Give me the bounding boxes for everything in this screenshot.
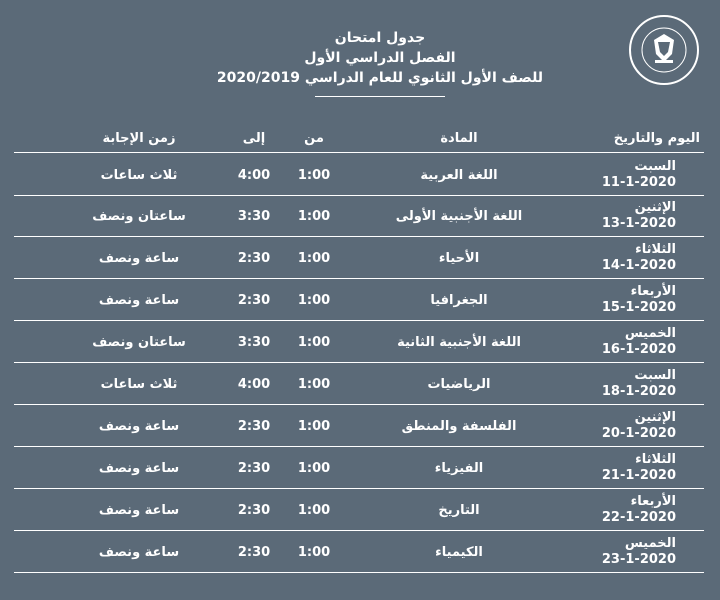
day-date: 13-1-2020 (601, 216, 676, 231)
from-cell: 1:00 (297, 250, 331, 266)
table-row (14, 448, 704, 489)
day-date: 20-1-2020 (601, 426, 676, 441)
day-name: الثلاثاء (635, 452, 676, 467)
subject-cell: الأحياء (438, 250, 480, 266)
table-row (14, 155, 704, 196)
from-cell: 1:00 (297, 167, 331, 183)
table-header (14, 124, 704, 153)
to-cell: 2:30 (237, 502, 271, 518)
day-cell (574, 448, 704, 488)
title-line-1: جدول امتحان (334, 30, 426, 46)
day-date: 11-1-2020 (601, 175, 676, 190)
ministry-logo (628, 14, 700, 86)
header-from: من (304, 130, 324, 146)
day-name: الثلاثاء (635, 242, 676, 257)
day-name: الخميس (624, 326, 676, 341)
day-name: الخميس (624, 536, 676, 551)
duration-cell: ساعتان ونصف (92, 334, 186, 350)
subject-cell: التاريخ (438, 502, 480, 518)
to-cell: 2:30 (237, 418, 271, 434)
day-cell (574, 155, 704, 195)
day-date: 21-1-2020 (601, 468, 676, 483)
day-name: الإثنين (634, 200, 676, 215)
duration-cell: ساعة ونصف (98, 502, 180, 518)
day-cell (574, 532, 704, 572)
from-cell: 1:00 (297, 502, 331, 518)
subject-cell: اللغة العربية (420, 167, 498, 183)
table-row (14, 280, 704, 321)
day-cell (574, 322, 704, 362)
subject-cell: الجغرافيا (430, 292, 488, 308)
from-cell: 1:00 (297, 460, 331, 476)
day-cell (574, 280, 704, 320)
duration-cell: ساعة ونصف (98, 250, 180, 266)
day-cell (574, 196, 704, 236)
subject-cell: الكيمياء (435, 544, 483, 560)
header-duration: زمن الإجابة (102, 130, 176, 146)
table-row (14, 238, 704, 279)
day-name: السبت (634, 159, 676, 174)
title-line-3: للصف الأول الثانوي للعام الدراسي 2020/2019 (216, 70, 544, 86)
duration-cell: ساعة ونصف (98, 418, 180, 434)
to-cell: 3:30 (237, 334, 271, 350)
table-row (14, 406, 704, 447)
day-date: 14-1-2020 (601, 258, 676, 273)
to-cell: 3:30 (237, 208, 271, 224)
duration-cell: ثلاث ساعات (100, 167, 178, 183)
subject-cell: الرياضيات (427, 376, 491, 392)
to-cell: 2:30 (237, 460, 271, 476)
header-day: اليوم والتاريخ (613, 130, 700, 146)
day-cell (574, 490, 704, 530)
title-divider (315, 96, 445, 97)
day-name: السبت (634, 368, 676, 383)
from-cell: 1:00 (297, 544, 331, 560)
day-date: 18-1-2020 (601, 384, 676, 399)
to-cell: 4:00 (237, 167, 271, 183)
table-row (14, 364, 704, 405)
day-name: الإثنين (634, 410, 676, 425)
table-row (14, 532, 704, 573)
duration-cell: ساعة ونصف (98, 460, 180, 476)
day-date: 16-1-2020 (601, 342, 676, 357)
day-name: الأربعاء (630, 494, 676, 509)
day-cell (574, 364, 704, 404)
from-cell: 1:00 (297, 418, 331, 434)
day-cell (574, 238, 704, 278)
table-row (14, 196, 704, 237)
duration-cell: ساعة ونصف (98, 544, 180, 560)
subject-cell: الفلسفة والمنطق (401, 418, 517, 434)
subject-cell: اللغة الأجنبية الأولى (395, 208, 523, 224)
from-cell: 1:00 (297, 208, 331, 224)
table-row (14, 322, 704, 363)
header-to: إلى (242, 130, 266, 146)
from-cell: 1:00 (297, 292, 331, 308)
day-date: 22-1-2020 (601, 510, 676, 525)
day-name: الأربعاء (630, 284, 676, 299)
from-cell: 1:00 (297, 376, 331, 392)
from-cell: 1:00 (297, 334, 331, 350)
subject-cell: اللغة الأجنبية الثانية (397, 334, 521, 350)
subject-cell: الفيزياء (434, 460, 484, 476)
to-cell: 2:30 (237, 544, 271, 560)
header-subject: المادة (440, 130, 478, 146)
duration-cell: ساعتان ونصف (92, 208, 186, 224)
day-date: 15-1-2020 (601, 300, 676, 315)
day-date: 23-1-2020 (601, 552, 676, 567)
table-row (14, 490, 704, 531)
title-block (170, 28, 590, 97)
title-line-2: الفصل الدراسي الأول (304, 50, 456, 66)
day-cell (574, 406, 704, 446)
to-cell: 2:30 (237, 250, 271, 266)
to-cell: 4:00 (237, 376, 271, 392)
to-cell: 2:30 (237, 292, 271, 308)
duration-cell: ثلاث ساعات (100, 376, 178, 392)
duration-cell: ساعة ونصف (98, 292, 180, 308)
